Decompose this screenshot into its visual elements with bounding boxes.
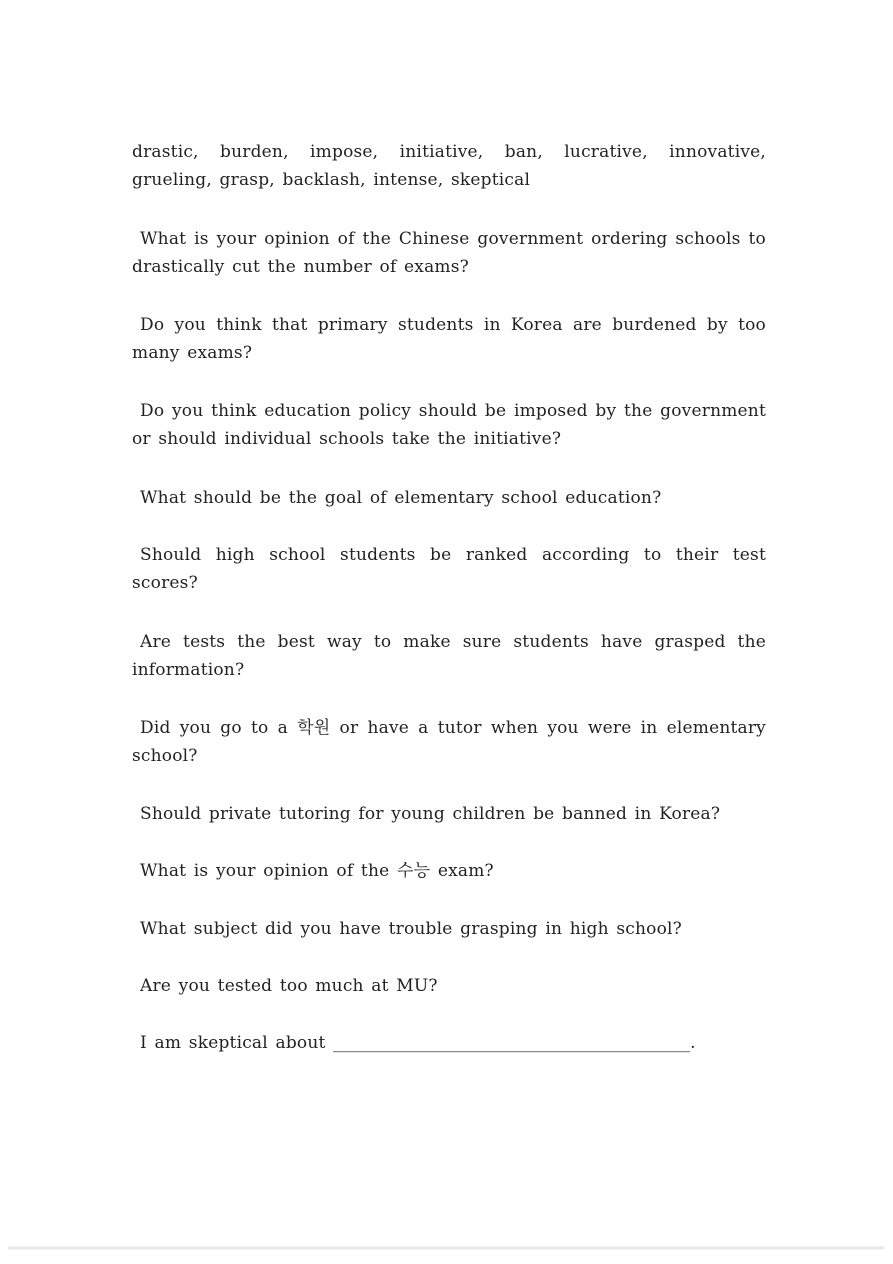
question-9: What is your opinion of the 수능 exam?: [140, 861, 494, 881]
prompt-text: I am skeptical about: [140, 1033, 326, 1053]
question-1: What is your opinion of the Chinese government ordering schools to drastically cut the number of exams?: [132, 229, 766, 277]
question-10: What subject did you have trouble grasping in high school?: [140, 919, 682, 939]
question-8: Should private tutoring for young children be banned in Korea?: [140, 804, 721, 824]
question-4: What should be the goal of elementary school education?: [140, 488, 662, 508]
question-3: Do you think education policy should be imposed by the government or should individual schools take the initiative?: [132, 401, 766, 449]
sentence-prompt: [132, 1029, 766, 1057]
vocabulary-list: drastic, burden, impose, initiative, ban, lucrative, innovative, grueling, grasp, backlash, intense, skeptical: [132, 142, 766, 190]
scan-edge-line: [8, 1246, 884, 1250]
question-7: Did you go to a 학원 or have a tutor when you were in elementary school?: [132, 718, 766, 766]
question-11: Are you tested too much at MU?: [140, 976, 438, 996]
question-6: Are tests the best way to make sure students have grasped the information?: [132, 632, 766, 680]
question-2: Do you think that primary students in Korea are burdened by too many exams?: [132, 315, 766, 363]
answer-blank: __________________________________________.: [333, 1033, 696, 1053]
question-5: Should high school students be ranked according to their test scores?: [132, 545, 766, 593]
